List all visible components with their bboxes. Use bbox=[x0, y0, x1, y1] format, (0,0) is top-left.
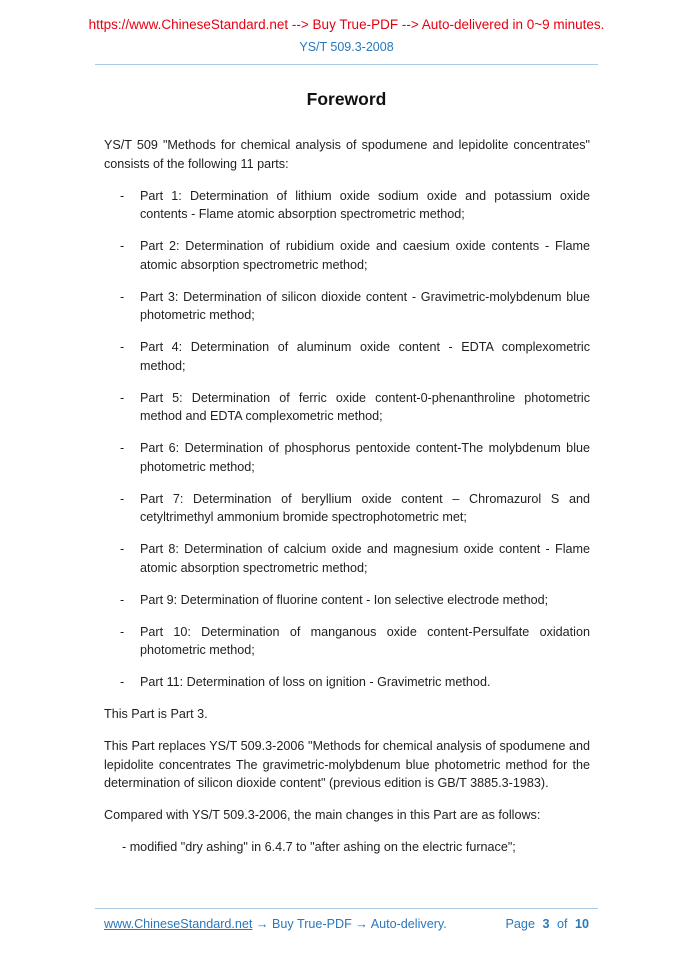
list-item-text: Part 8: Determination of calcium oxide and magnesium oxide content - Flame atomic absorption spectrometric method; bbox=[140, 542, 590, 575]
list-dash: - bbox=[120, 592, 125, 607]
page-total: 10 bbox=[574, 917, 589, 931]
list-item-text: Part 7: Determination of beryllium oxide content – Chromazurol S and cetyltrimethyl ammonium bromide spectrophotometric met; bbox=[140, 491, 590, 524]
list-item-text: Part 9: Determination of fluorine content - Ion selective electrode method; bbox=[140, 592, 549, 607]
footer-promo-text: → Buy True-PDF → Auto-delivery. bbox=[255, 917, 447, 931]
list-dash: - bbox=[120, 542, 125, 556]
list-item-part-6 bbox=[104, 439, 590, 476]
list-dash: - bbox=[120, 441, 125, 455]
list-dash: - bbox=[120, 188, 125, 203]
footer-promo bbox=[104, 917, 447, 931]
list-item-text: Part 5: Determination of ferric oxide content-0-phenanthroline photometric method and EDTA complexometric method; bbox=[140, 390, 590, 423]
list-item-part-8 bbox=[104, 540, 590, 577]
list-item-text: Part 2: Determination of rubidium oxide and caesium oxide contents - Flame atomic absorption spectrometric method; bbox=[140, 239, 590, 272]
doc-number: YS/T 509.3-2008 bbox=[299, 40, 394, 54]
list-item-part-5 bbox=[104, 389, 590, 426]
list-item-text: Part 11: Determination of loss on ignition - Gravimetric method. bbox=[140, 675, 491, 689]
replaces-paragraph: This Part replaces YS/T 509.3-2006 "Methods for chemical analysis of spodumene and lepidolite concentrates The gravimetric-molybdenum blue photometric method for the determination of silicon dioxide content" (previous edition is GB/T 3885.3-1983). bbox=[104, 739, 590, 790]
this-part-paragraph: This Part is Part 3. bbox=[104, 707, 208, 721]
document-body bbox=[104, 136, 590, 857]
page-footer bbox=[95, 908, 598, 931]
list-dash: - bbox=[120, 491, 125, 506]
list-item-part-4 bbox=[104, 338, 590, 375]
list-dash: - bbox=[120, 390, 125, 405]
compared-paragraph: Compared with YS/T 509.3-2006, the main changes in this Part are as follows: bbox=[104, 808, 541, 822]
list-item-text: Part 4: Determination of aluminum oxide content - EDTA complexometric method; bbox=[140, 340, 590, 373]
list-item-text: Part 6: Determination of phosphorus pentoxide content-The molybdenum blue photometric method; bbox=[140, 441, 590, 474]
page-title: Foreword bbox=[306, 89, 387, 109]
page-label: Page bbox=[505, 917, 535, 931]
header-promo-link[interactable]: https://www.ChineseStandard.net --> Buy True-PDF --> Auto-delivered in 0~9 minutes. bbox=[88, 17, 605, 32]
page-current: 3 bbox=[542, 917, 550, 931]
intro-paragraph: YS/T 509 "Methods for chemical analysis of spodumene and lepidolite concentrates" consists of the following 11 parts: bbox=[104, 138, 590, 171]
list-item-part-10 bbox=[104, 623, 590, 660]
list-dash: - bbox=[120, 675, 125, 689]
list-item-part-11 bbox=[104, 673, 590, 692]
header-divider bbox=[95, 64, 598, 65]
list-dash: - bbox=[120, 239, 125, 253]
footer-divider bbox=[95, 908, 598, 909]
list-item-text: Part 10: Determination of manganous oxide content-Persulfate oxidation photometric method; bbox=[140, 624, 590, 657]
list-item-part-9 bbox=[104, 591, 590, 610]
list-item-part-7 bbox=[104, 490, 590, 527]
footer-site-link[interactable]: www.ChineseStandard.net bbox=[104, 917, 253, 931]
list-item-text: Part 3: Determination of silicon dioxide content - Gravimetric-molybdenum blue photometric method; bbox=[140, 289, 590, 322]
list-item-part-1 bbox=[104, 187, 590, 224]
list-item-text: Part 1: Determination of lithium oxide sodium oxide and potassium oxide contents - Flame atomic absorption spectrometric method; bbox=[140, 188, 590, 221]
list-dash: - bbox=[120, 289, 125, 304]
list-item-part-2 bbox=[104, 237, 590, 274]
page-of-label: of bbox=[556, 917, 568, 931]
list-dash: - bbox=[120, 340, 125, 354]
change-item: - modified "dry ashing" in 6.4.7 to "after ashing on the electric furnace"; bbox=[122, 840, 516, 854]
list-item-part-3 bbox=[104, 288, 590, 325]
page-indicator bbox=[502, 917, 589, 931]
list-dash: - bbox=[120, 624, 125, 639]
